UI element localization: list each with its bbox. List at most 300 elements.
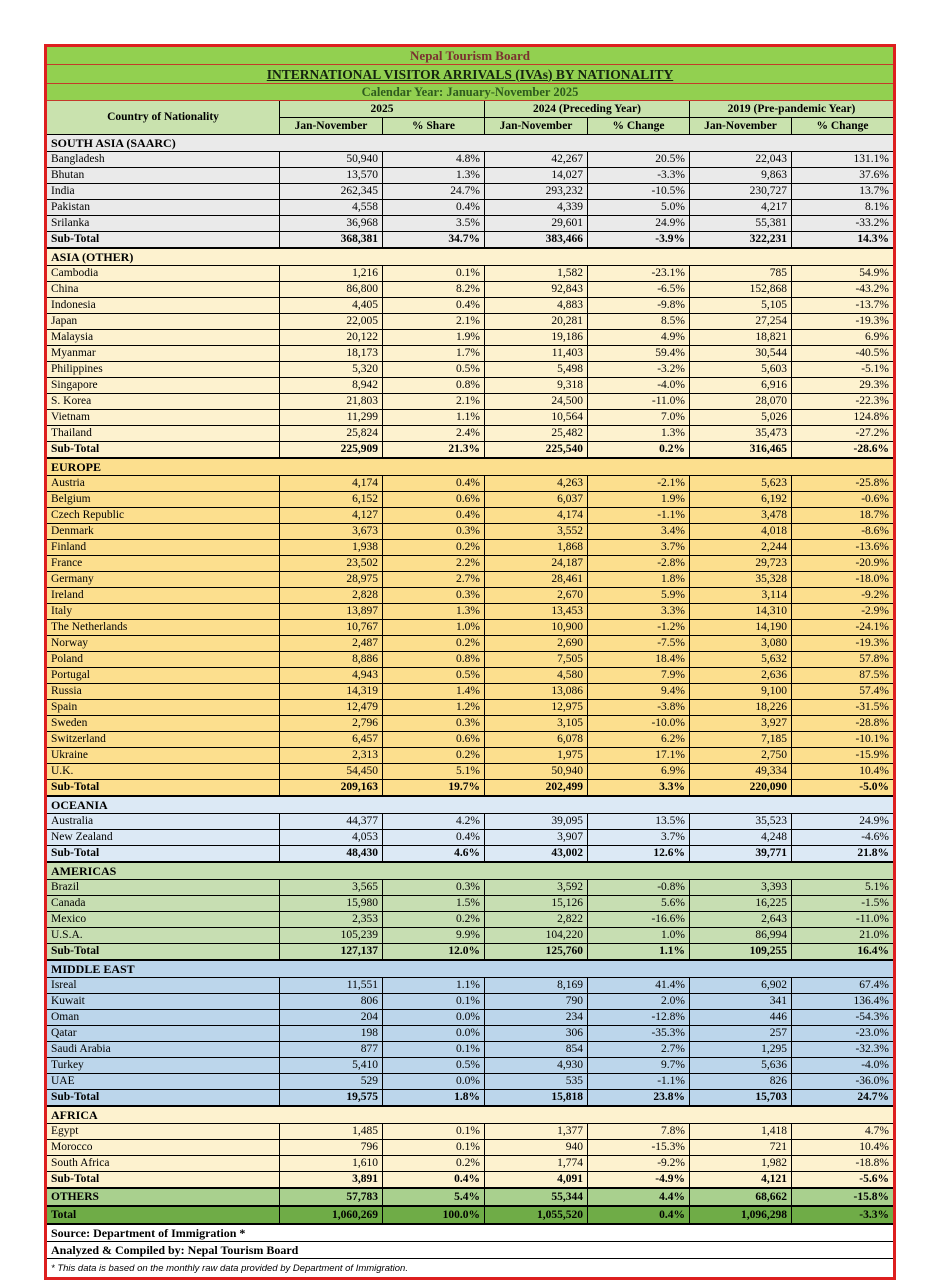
value-cell: 0.3% (383, 716, 485, 732)
value-cell: 262,345 (280, 184, 383, 200)
value-cell: 3,114 (690, 588, 792, 604)
table-row (46, 978, 895, 994)
value-cell: -43.2% (792, 282, 895, 298)
country-cell: U.S.A. (46, 928, 280, 944)
country-cell: Czech Republic (46, 508, 280, 524)
country-cell: Ukraine (46, 748, 280, 764)
value-cell: -8.6% (792, 524, 895, 540)
section-header-label: OCEANIA (46, 796, 895, 814)
table-row (46, 362, 895, 378)
value-cell: 10.4% (792, 764, 895, 780)
value-cell: 3.4% (588, 524, 690, 540)
value-cell: -54.3% (792, 1010, 895, 1026)
value-cell: 3,927 (690, 716, 792, 732)
others-value: 5.4% (383, 1188, 485, 1206)
org-title: Nepal Tourism Board (46, 46, 895, 65)
value-cell: 5.6% (588, 896, 690, 912)
value-cell: -18.8% (792, 1156, 895, 1172)
value-cell: -1.1% (588, 1074, 690, 1090)
table-row (46, 928, 895, 944)
section-header-row (46, 458, 895, 476)
value-cell: 39,095 (485, 814, 588, 830)
value-cell: -19.3% (792, 636, 895, 652)
subtotal-value: 16.4% (792, 944, 895, 961)
value-cell: 3,592 (485, 880, 588, 896)
value-cell: 2,690 (485, 636, 588, 652)
value-cell: 13,570 (280, 168, 383, 184)
table-row (46, 410, 895, 426)
table-row (46, 298, 895, 314)
subtotal-label: Sub-Total (46, 846, 280, 863)
subtotal-value: 225,909 (280, 442, 383, 459)
subtotal-value: 3.3% (588, 780, 690, 797)
subtotal-value: 19.7% (383, 780, 485, 797)
value-cell: 28,070 (690, 394, 792, 410)
value-cell: -32.3% (792, 1042, 895, 1058)
table-row (46, 814, 895, 830)
value-cell: 7.8% (588, 1124, 690, 1140)
others-value: 57,783 (280, 1188, 383, 1206)
others-label: OTHERS (46, 1188, 280, 1206)
value-cell: 0.8% (383, 652, 485, 668)
value-cell: 24.7% (383, 184, 485, 200)
value-cell: 4,405 (280, 298, 383, 314)
value-cell: -16.6% (588, 912, 690, 928)
country-cell: Turkey (46, 1058, 280, 1074)
subtotal-value: 48,430 (280, 846, 383, 863)
section-header-row (46, 796, 895, 814)
value-cell: -2.1% (588, 476, 690, 492)
subtotal-value: 109,255 (690, 944, 792, 961)
value-cell: -11.0% (792, 912, 895, 928)
value-cell: 44,377 (280, 814, 383, 830)
value-cell: 4,053 (280, 830, 383, 846)
country-cell: Sweden (46, 716, 280, 732)
country-cell: Switzerland (46, 732, 280, 748)
table-row (46, 394, 895, 410)
value-cell: 41.4% (588, 978, 690, 994)
value-cell: 37.6% (792, 168, 895, 184)
value-cell: 446 (690, 1010, 792, 1026)
value-cell: 5.0% (588, 200, 690, 216)
subtotal-value: 316,465 (690, 442, 792, 459)
country-cell: Qatar (46, 1026, 280, 1042)
value-cell: 0.3% (383, 524, 485, 540)
value-cell: 2,796 (280, 716, 383, 732)
total-value: 100.0% (383, 1206, 485, 1224)
value-cell: 3,080 (690, 636, 792, 652)
value-cell: 5.1% (383, 764, 485, 780)
value-cell: 0.4% (383, 476, 485, 492)
value-cell: 8.1% (792, 200, 895, 216)
others-row (46, 1188, 895, 1206)
country-cell: Portugal (46, 668, 280, 684)
value-cell: 49,334 (690, 764, 792, 780)
value-cell: 4,174 (485, 508, 588, 524)
value-cell: 826 (690, 1074, 792, 1090)
value-cell: 6.9% (792, 330, 895, 346)
subtotal-value: 3,891 (280, 1172, 383, 1189)
value-cell: 1.0% (383, 620, 485, 636)
table-row (46, 588, 895, 604)
value-cell: 21.0% (792, 928, 895, 944)
col-header-2025-share: % Share (383, 118, 485, 135)
value-cell: 24.9% (588, 216, 690, 232)
subtotal-value: 34.7% (383, 232, 485, 249)
value-cell: 28,975 (280, 572, 383, 588)
table-row (46, 1026, 895, 1042)
value-cell: 22,043 (690, 152, 792, 168)
value-cell: 0.2% (383, 540, 485, 556)
country-cell: Cambodia (46, 266, 280, 282)
total-value: 1,096,298 (690, 1206, 792, 1224)
country-cell: Australia (46, 814, 280, 830)
value-cell: -31.5% (792, 700, 895, 716)
value-cell: 0.5% (383, 1058, 485, 1074)
value-cell: 86,800 (280, 282, 383, 298)
subtotal-label: Sub-Total (46, 442, 280, 459)
value-cell: 0.3% (383, 588, 485, 604)
value-cell: 5,410 (280, 1058, 383, 1074)
table-row (46, 524, 895, 540)
value-cell: -27.2% (792, 426, 895, 442)
table-row (46, 830, 895, 846)
value-cell: 234 (485, 1010, 588, 1026)
value-cell: 4,248 (690, 830, 792, 846)
value-cell: 0.0% (383, 1010, 485, 1026)
value-cell: -0.8% (588, 880, 690, 896)
country-cell: U.K. (46, 764, 280, 780)
value-cell: 54,450 (280, 764, 383, 780)
value-cell: 4.2% (383, 814, 485, 830)
value-cell: -35.3% (588, 1026, 690, 1042)
table-row (46, 652, 895, 668)
value-cell: 2,828 (280, 588, 383, 604)
value-cell: 3.3% (588, 604, 690, 620)
value-cell: 13.5% (588, 814, 690, 830)
section-header-row (46, 1106, 895, 1124)
table-row (46, 684, 895, 700)
value-cell: 20,122 (280, 330, 383, 346)
value-cell: 0.6% (383, 492, 485, 508)
value-cell: 1,418 (690, 1124, 792, 1140)
value-cell: 11,299 (280, 410, 383, 426)
value-cell: 1,610 (280, 1156, 383, 1172)
value-cell: 721 (690, 1140, 792, 1156)
value-cell: 0.5% (383, 362, 485, 378)
value-cell: 6.2% (588, 732, 690, 748)
subtotal-value: 21.8% (792, 846, 895, 863)
value-cell: 5,636 (690, 1058, 792, 1074)
value-cell: 2,313 (280, 748, 383, 764)
section-header-label: EUROPE (46, 458, 895, 476)
report-sheet (44, 44, 893, 1280)
table-row (46, 1058, 895, 1074)
value-cell: -23.0% (792, 1026, 895, 1042)
table-row (46, 556, 895, 572)
subtotal-label: Sub-Total (46, 1090, 280, 1107)
value-cell: 1.2% (383, 700, 485, 716)
report-title: INTERNATIONAL VISITOR ARRIVALS (IVAs) BY NATIONALITY (46, 65, 895, 84)
subtotal-value: 4,121 (690, 1172, 792, 1189)
country-cell: Malaysia (46, 330, 280, 346)
table-row (46, 716, 895, 732)
country-cell: Russia (46, 684, 280, 700)
table-row (46, 476, 895, 492)
value-cell: 2,750 (690, 748, 792, 764)
value-cell: 1,774 (485, 1156, 588, 1172)
country-cell: Finland (46, 540, 280, 556)
value-cell: 4,339 (485, 200, 588, 216)
value-cell: 1.3% (588, 426, 690, 442)
subtotal-value: 0.4% (383, 1172, 485, 1189)
value-cell: -13.7% (792, 298, 895, 314)
value-cell: -1.1% (588, 508, 690, 524)
country-cell: Kuwait (46, 994, 280, 1010)
value-cell: 2,244 (690, 540, 792, 556)
value-cell: 19,186 (485, 330, 588, 346)
subtotal-value: -3.9% (588, 232, 690, 249)
value-cell: 4,930 (485, 1058, 588, 1074)
value-cell: -2.9% (792, 604, 895, 620)
subtotal-value: 23.8% (588, 1090, 690, 1107)
value-cell: 2,643 (690, 912, 792, 928)
value-cell: 9.7% (588, 1058, 690, 1074)
value-cell: 1,295 (690, 1042, 792, 1058)
value-cell: 8,169 (485, 978, 588, 994)
value-cell: 1,216 (280, 266, 383, 282)
subtotal-row (46, 944, 895, 961)
value-cell: 1.9% (383, 330, 485, 346)
value-cell: 1.8% (588, 572, 690, 588)
subtotal-value: 43,002 (485, 846, 588, 863)
table-row (46, 216, 895, 232)
section-header-label: ASIA (OTHER) (46, 248, 895, 266)
value-cell: 0.3% (383, 880, 485, 896)
value-cell: 3,393 (690, 880, 792, 896)
col-header-2025-jan-nov: Jan-November (280, 118, 383, 135)
value-cell: 5,026 (690, 410, 792, 426)
subtotal-value: 21.3% (383, 442, 485, 459)
value-cell: -13.6% (792, 540, 895, 556)
value-cell: 1,582 (485, 266, 588, 282)
value-cell: 59.4% (588, 346, 690, 362)
table-body (46, 135, 895, 1225)
value-cell: 3.7% (588, 540, 690, 556)
value-cell: 54.9% (792, 266, 895, 282)
country-cell: Thailand (46, 426, 280, 442)
value-cell: 854 (485, 1042, 588, 1058)
value-cell: 5,498 (485, 362, 588, 378)
visitor-arrivals-table (44, 44, 896, 1280)
value-cell: 6,078 (485, 732, 588, 748)
value-cell: -19.3% (792, 314, 895, 330)
subtotal-row (46, 846, 895, 863)
value-cell: -1.5% (792, 896, 895, 912)
value-cell: 24.9% (792, 814, 895, 830)
subtotal-value: 368,381 (280, 232, 383, 249)
table-row (46, 572, 895, 588)
table-row (46, 748, 895, 764)
total-value: 0.4% (588, 1206, 690, 1224)
value-cell: 4.9% (588, 330, 690, 346)
subtotal-value: 220,090 (690, 780, 792, 797)
value-cell: 50,940 (485, 764, 588, 780)
value-cell: 0.5% (383, 668, 485, 684)
table-row (46, 994, 895, 1010)
value-cell: 0.1% (383, 266, 485, 282)
value-cell: 12,975 (485, 700, 588, 716)
others-value: 4.4% (588, 1188, 690, 1206)
value-cell: 230,727 (690, 184, 792, 200)
value-cell: 50,940 (280, 152, 383, 168)
value-cell: 8,886 (280, 652, 383, 668)
period-title: Calendar Year: January-November 2025 (46, 84, 895, 101)
table-row (46, 620, 895, 636)
value-cell: -40.5% (792, 346, 895, 362)
value-cell: 790 (485, 994, 588, 1010)
value-cell: -4.0% (792, 1058, 895, 1074)
subtotal-label: Sub-Total (46, 1172, 280, 1189)
value-cell: 57.4% (792, 684, 895, 700)
value-cell: 15,126 (485, 896, 588, 912)
subtotal-value: 1.1% (588, 944, 690, 961)
value-cell: 10,564 (485, 410, 588, 426)
value-cell: 15,980 (280, 896, 383, 912)
section-header-row (46, 135, 895, 152)
value-cell: 198 (280, 1026, 383, 1042)
subtotal-value: 383,466 (485, 232, 588, 249)
value-cell: 24,187 (485, 556, 588, 572)
value-cell: -36.0% (792, 1074, 895, 1090)
country-cell: Srilanka (46, 216, 280, 232)
value-cell: 6.9% (588, 764, 690, 780)
value-cell: -24.1% (792, 620, 895, 636)
value-cell: 36,968 (280, 216, 383, 232)
table-row (46, 1124, 895, 1140)
value-cell: -9.2% (792, 588, 895, 604)
value-cell: 86,994 (690, 928, 792, 944)
section-header-label: AMERICAS (46, 862, 895, 880)
country-cell: Bangladesh (46, 152, 280, 168)
value-cell: 1.3% (383, 168, 485, 184)
col-header-2019-jan-nov: Jan-November (690, 118, 792, 135)
value-cell: 2.7% (383, 572, 485, 588)
value-cell: 3,478 (690, 508, 792, 524)
value-cell: 529 (280, 1074, 383, 1090)
value-cell: 13,897 (280, 604, 383, 620)
value-cell: 4.7% (792, 1124, 895, 1140)
value-cell: 257 (690, 1026, 792, 1042)
table-row (46, 700, 895, 716)
value-cell: 3,907 (485, 830, 588, 846)
value-cell: -9.8% (588, 298, 690, 314)
value-cell: 0.2% (383, 636, 485, 652)
value-cell: 5.9% (588, 588, 690, 604)
value-cell: 136.4% (792, 994, 895, 1010)
total-label: Total (46, 1206, 280, 1224)
value-cell: 1.0% (588, 928, 690, 944)
subtotal-row (46, 442, 895, 459)
value-cell: 2,670 (485, 588, 588, 604)
value-cell: 2.4% (383, 426, 485, 442)
subtotal-value: 12.6% (588, 846, 690, 863)
table-row (46, 1074, 895, 1090)
value-cell: -20.9% (792, 556, 895, 572)
value-cell: 13,086 (485, 684, 588, 700)
value-cell: 13,453 (485, 604, 588, 620)
col-header-2024-jan-nov: Jan-November (485, 118, 588, 135)
value-cell: -11.0% (588, 394, 690, 410)
subtotal-value: 14.3% (792, 232, 895, 249)
country-cell: Saudi Arabia (46, 1042, 280, 1058)
subtotal-value: 322,231 (690, 232, 792, 249)
value-cell: 940 (485, 1140, 588, 1156)
total-value: 1,060,269 (280, 1206, 383, 1224)
country-cell: South Africa (46, 1156, 280, 1172)
value-cell: 5.1% (792, 880, 895, 896)
value-cell: 30,544 (690, 346, 792, 362)
country-cell: The Netherlands (46, 620, 280, 636)
country-cell: New Zealand (46, 830, 280, 846)
country-cell: Spain (46, 700, 280, 716)
value-cell: 1,938 (280, 540, 383, 556)
subtotal-row (46, 1172, 895, 1189)
country-cell: UAE (46, 1074, 280, 1090)
value-cell: 105,239 (280, 928, 383, 944)
value-cell: 2.2% (383, 556, 485, 572)
value-cell: 27,254 (690, 314, 792, 330)
table-row (46, 1042, 895, 1058)
value-cell: -10.5% (588, 184, 690, 200)
subtotal-value: -4.9% (588, 1172, 690, 1189)
value-cell: 2.7% (588, 1042, 690, 1058)
value-cell: 0.1% (383, 994, 485, 1010)
value-cell: 4,217 (690, 200, 792, 216)
compiled-note: Analyzed & Compiled by: Nepal Tourism Board (46, 1242, 895, 1259)
table-row (46, 1156, 895, 1172)
value-cell: -4.6% (792, 830, 895, 846)
table-row (46, 330, 895, 346)
country-cell: Singapore (46, 378, 280, 394)
subtotal-value: 4,091 (485, 1172, 588, 1189)
value-cell: 4,018 (690, 524, 792, 540)
value-cell: 5,105 (690, 298, 792, 314)
value-cell: 1.7% (383, 346, 485, 362)
value-cell: 152,868 (690, 282, 792, 298)
subtotal-value: -5.6% (792, 1172, 895, 1189)
subtotal-value: 24.7% (792, 1090, 895, 1107)
value-cell: 2,353 (280, 912, 383, 928)
value-cell: -33.2% (792, 216, 895, 232)
value-cell: 20,281 (485, 314, 588, 330)
table-row (46, 266, 895, 282)
value-cell: 7.9% (588, 668, 690, 684)
table-row (46, 1010, 895, 1026)
country-cell: China (46, 282, 280, 298)
value-cell: 1.1% (383, 978, 485, 994)
subtotal-value: 15,703 (690, 1090, 792, 1107)
value-cell: 2,636 (690, 668, 792, 684)
value-cell: 3.5% (383, 216, 485, 232)
value-cell: 4,174 (280, 476, 383, 492)
subtotal-value: 209,163 (280, 780, 383, 797)
country-cell: Pakistan (46, 200, 280, 216)
value-cell: -9.2% (588, 1156, 690, 1172)
value-cell: 0.2% (383, 1156, 485, 1172)
country-cell: Denmark (46, 524, 280, 540)
value-cell: 1.1% (383, 410, 485, 426)
